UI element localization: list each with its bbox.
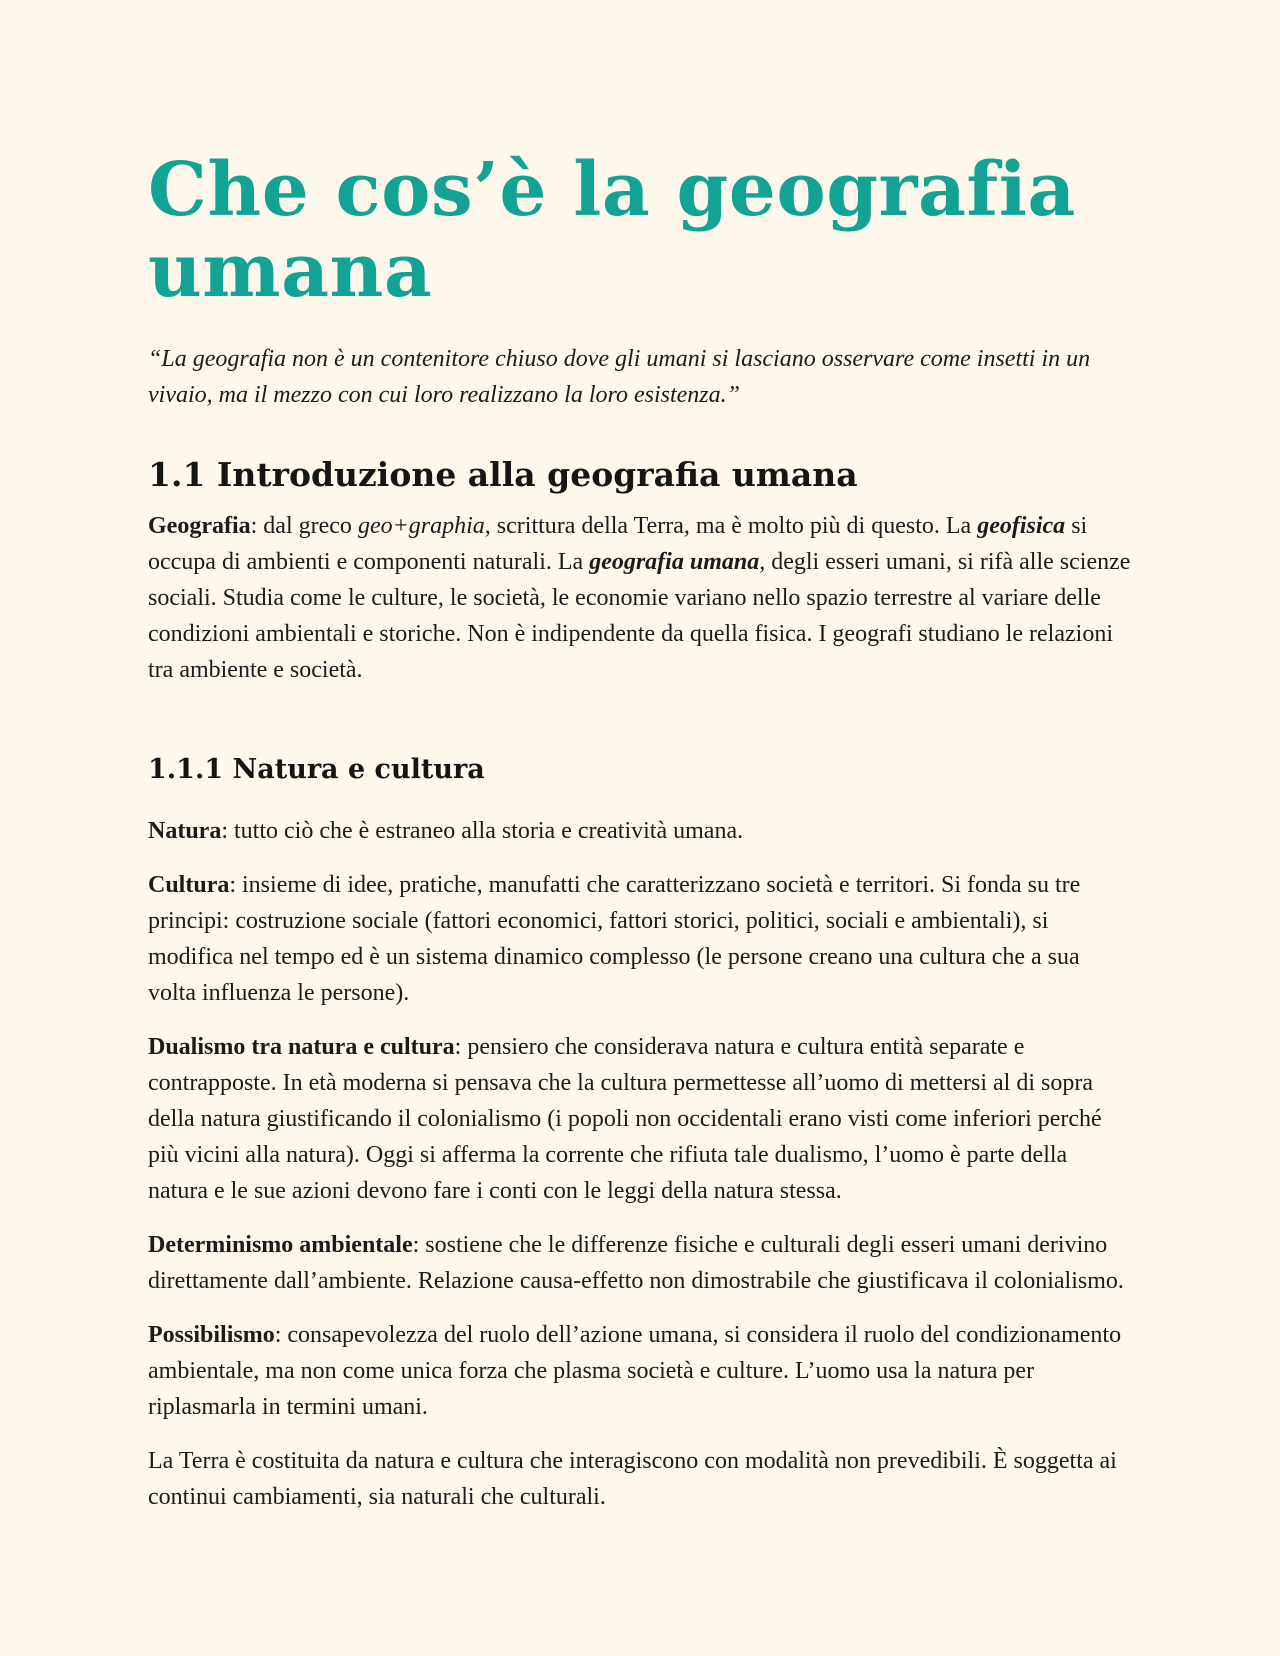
section-heading-1-1-1: 1.1.1 Natura e cultura: [148, 754, 485, 786]
term-natura: Natura: [148, 817, 222, 844]
term-determinismo: Determinismo ambientale: [148, 1231, 413, 1258]
term-dualismo: Dualismo tra natura e cultura: [148, 1033, 455, 1060]
paragraph-natura: [148, 813, 1132, 849]
term-geografia: Geografia: [148, 513, 251, 540]
term-geografia-umana: geografia umana: [589, 549, 760, 576]
term-possibilismo: Possibilismo: [148, 1321, 275, 1348]
paragraph-text: : pensiero che considerava natura e cultura entità separate e contrapposte. In età moderna si pensava che la cultura permettesse all’uomo di mettersi al di sopra della natura giustificando il colonialismo (i popoli non occidentali erano visti come inferiori perché più vicini alla natura). Oggi si afferma la corrente che rifiuta tale dualismo, l’uomo è parte della natura e le sue azioni devono fare i conti con le leggi della natura stessa.: [148, 1033, 1102, 1204]
term-cultura: Cultura: [148, 871, 230, 898]
paragraph-text: , degli esseri umani, si rifà alle scienze sociali. Studia come le culture, le società, le economie variano nello spazio terrestre al variare delle condizioni ambientali e storiche. Non è indipendente da quella fisica. I geografi studiano le relazioni tra ambiente e società.: [148, 549, 1131, 684]
term-geofisica: geofisica: [977, 513, 1066, 540]
paragraph-determinismo: [148, 1227, 1132, 1299]
paragraph-text: : tutto ciò che è estraneo alla storia e creatività umana.: [221, 817, 744, 844]
paragraph-text: : dal greco: [250, 513, 358, 540]
paragraph-possibilismo: [148, 1317, 1132, 1425]
paragraph-geografia: [148, 508, 1132, 688]
paragraph-text: si occupa di ambienti e componenti naturali. La: [148, 513, 1088, 576]
paragraph-text: : consapevolezza del ruolo dell’azione umana, si considera il ruolo del condizionamento ambientale, ma non come unica forza che plasma società e culture. L’uomo usa la natura per riplasmarla in termini umani.: [148, 1321, 1122, 1420]
paragraph-text: : insieme di idee, pratiche, manufatti che caratterizzano società e territori. Si fonda su tre principi: costruzione sociale (fattori economici, fattori storici, politici, sociali e ambientali), si modifica nel tempo ed è un sistema dinamico complesso (le persone creano una cultura che a sua volta influenza le persone).: [148, 871, 1081, 1006]
section-heading-1-1: 1.1 Introduzione alla geografia umana: [148, 454, 858, 494]
epigraph-quote: “La geografia non è un contenitore chiuso dove gli umani si lasciano osservare come insetti in un vivaio, ma il mezzo con cui loro realizzano la loro esistenza.”: [148, 345, 1091, 408]
etymology-text: geo+graphia: [357, 513, 485, 540]
page-title: Che cos’è la geografia umana: [148, 147, 1076, 315]
paragraph-closing: La Terra è costituita da natura e cultura che interagiscono con modalità non prevedibili. È soggetta ai continui cambiamenti, sia naturali che culturali.: [148, 1447, 1117, 1510]
paragraph-text: : sostiene che le differenze fisiche e culturali degli esseri umani derivino direttamente dall’ambiente. Relazione causa-effetto non dimostrabile che giustificava il colonialismo.: [148, 1231, 1124, 1294]
paragraph-dualismo: [148, 1029, 1132, 1209]
paragraph-cultura: [148, 867, 1132, 1011]
paragraph-text: , scrittura della Terra, ma è molto più di questo. La: [484, 513, 978, 540]
